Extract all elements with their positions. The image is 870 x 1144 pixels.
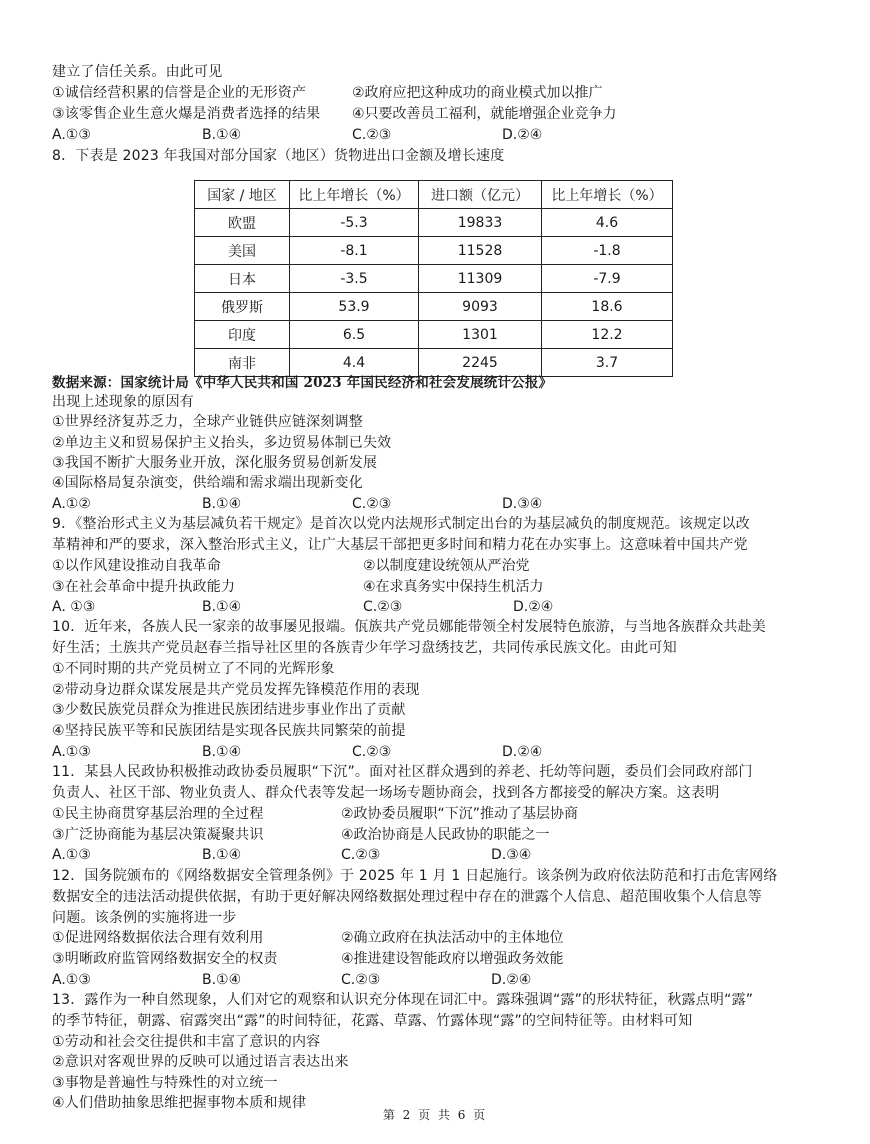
q11-option-d: D.③④	[491, 847, 532, 863]
q12-statement-4: ④推进建设智能政府以增强政务效能	[341, 951, 564, 967]
q12-option-a: A.①③	[52, 972, 91, 988]
q11-option-c: C.②③	[341, 847, 381, 863]
q11-option-b: B.①④	[202, 847, 242, 863]
table-cell: 4.4	[290, 349, 419, 377]
table-cell: 4.6	[542, 209, 673, 237]
table-cell: -7.9	[542, 265, 673, 293]
table-cell: 俄罗斯	[195, 293, 290, 321]
table-cell: 12.2	[542, 321, 673, 349]
q13-stem-line-1: 13．露作为一种自然现象，人们对它的观察和认识充分体现在词汇中。露珠强调“露”的形状特征，秋露点明“露”	[52, 992, 754, 1008]
q12-statement-1: ①促进网络数据依法合理有效利用	[52, 930, 264, 946]
q10-stem-line-2: 好生活；土族共产党员赵春兰指导社区里的各族青少年学习盘绣技艺，共同传承民族文化。由此可知	[52, 640, 677, 656]
table-cell: -5.3	[290, 209, 419, 237]
q7-statement-1: ①诚信经营积累的信誉是企业的无形资产	[52, 85, 307, 101]
q11-statement-3: ③广泛协商能为基层决策凝聚共识	[52, 827, 264, 843]
table-cell: -8.1	[290, 237, 419, 265]
q9-option-d: D.②④	[513, 599, 554, 615]
q12-stem-line-3: 问题。该条例的实施将进一步	[52, 910, 237, 926]
q13-statement-3: ③事物是普遍性与特殊性的对立统一	[52, 1075, 278, 1091]
table-cell: 3.7	[542, 349, 673, 377]
table-header: 比上年增长（%）	[542, 181, 673, 209]
q12-option-d: D.②④	[491, 972, 532, 988]
table-cell: 19833	[419, 209, 542, 237]
page-number: 第 2 页 共 6 页	[382, 1108, 488, 1122]
q12-option-c: C.②③	[341, 972, 381, 988]
q13-statement-4: ④人们借助抽象思维把握事物本质和规律	[52, 1095, 307, 1111]
q7-statement-4: ④只要改善员工福利，就能增强企业竞争力	[352, 106, 617, 122]
q11-statement-4: ④政治协商是人民政协的职能之一	[341, 827, 550, 843]
q12-stem-line-2: 数据安全的违法活动提供依据，有助于更好解决网络数据处理过程中存在的泄露个人信息、超范围收集个人信息等	[52, 889, 762, 905]
q8-option-a: A.①②	[52, 496, 91, 512]
q9-option-a: A. ①③	[52, 599, 96, 615]
table-cell: 印度	[195, 321, 290, 349]
table-cell: 53.9	[290, 293, 419, 321]
table-cell: 18.6	[542, 293, 673, 321]
table-row	[195, 321, 673, 349]
q8-option-b: B.①④	[202, 496, 242, 512]
q10-option-c: C.②③	[352, 744, 392, 760]
q8-statement-2: ②单边主义和贸易保护主义抬头，多边贸易体制已失效	[52, 435, 392, 451]
table-row	[195, 265, 673, 293]
q8-statement-4: ④国际格局复杂演变，供给端和需求端出现新变化	[52, 475, 363, 491]
table-cell: 6.5	[290, 321, 419, 349]
table-cell: 美国	[195, 237, 290, 265]
q9-statement-1: ①以作风建设推动自我革命	[52, 558, 221, 574]
table-cell: 11528	[419, 237, 542, 265]
trade-table	[194, 180, 673, 377]
q10-statement-1: ①不同时期的共产党员树立了不同的光辉形象	[52, 661, 335, 677]
q9-option-c: C.②③	[363, 599, 403, 615]
table-cell: 11309	[419, 265, 542, 293]
q7-option-d: D.②④	[502, 127, 543, 143]
table-cell: 1301	[419, 321, 542, 349]
data-source-note: 数据来源：国家统计局《中华人民共和国 2023 年国民经济和社会发展统计公报》	[52, 375, 553, 391]
q12-stem-line-1: 12．国务院颁布的《网络数据安全管理条例》于 2025 年 1 月 1 日起施行。该条例为政府依法防范和打击危害网络	[52, 868, 778, 884]
q10-statement-3: ③少数民族党员群众为推进民族团结进步事业作出了贡献	[52, 702, 406, 718]
q12-option-b: B.①④	[202, 972, 242, 988]
q11-statement-2: ②政协委员履职“下沉”推动了基层协商	[341, 806, 579, 822]
table-cell: -1.8	[542, 237, 673, 265]
table-cell: -3.5	[290, 265, 419, 293]
table-cell: 9093	[419, 293, 542, 321]
table-cell: 日本	[195, 265, 290, 293]
table-cell: 南非	[195, 349, 290, 377]
q9-statement-4: ④在求真务实中保持生机活力	[363, 579, 544, 595]
table-row	[195, 293, 673, 321]
q7-option-c: C.②③	[352, 127, 392, 143]
q7-option-a: A.①③	[52, 127, 91, 143]
q8-ask: 出现上述现象的原因有	[52, 394, 194, 410]
table-row	[195, 209, 673, 237]
q9-statement-2: ②以制度建设统领从严治党	[363, 558, 530, 574]
q7-statement-3: ③该零售企业生意火爆是消费者选择的结果	[52, 106, 321, 122]
q9-stem-line-1: 9．《整治形式主义为基层减负若干规定》是首次以党内法规形式制定出台的为基层减负的制度规范。该规定以改	[52, 516, 750, 532]
q10-option-b: B.①④	[202, 744, 242, 760]
q9-option-b: B.①④	[202, 599, 242, 615]
q8-option-d: D.③④	[502, 496, 543, 512]
table-header: 比上年增长（%）	[290, 181, 419, 209]
q10-statement-2: ②带动身边群众谋发展是共产党员发挥先锋模范作用的表现	[52, 682, 420, 698]
q12-statement-2: ②确立政府在执法活动中的主体地位	[341, 930, 564, 946]
table-header-row	[195, 181, 673, 209]
q11-option-a: A.①③	[52, 847, 91, 863]
table-header: 进口额（亿元）	[419, 181, 542, 209]
q10-statement-4: ④坚持民族平等和民族团结是实现各民族共同繁荣的前提	[52, 723, 406, 739]
q7-stem-tail: 建立了信任关系。由此可见	[52, 64, 223, 80]
q8-statement-3: ③我国不断扩大服务业开放，深化服务贸易创新发展	[52, 455, 378, 471]
q9-statement-3: ③在社会革命中提升执政能力	[52, 579, 236, 595]
q13-statement-2: ②意识对客观世界的反映可以通过语言表达出来	[52, 1054, 349, 1070]
q8-statement-1: ①世界经济复苏乏力，全球产业链供应链深刻调整	[52, 414, 363, 430]
q13-stem-line-2: 的季节特征，朝露、宿露突出“露”的时间特征，花露、草露、竹露体现“露”的空间特征等。由材料可知	[52, 1013, 693, 1029]
q11-stem-line-2: 负责人、社区干部、物业负责人、群众代表等发起一场场专题协商会，找到各方都接受的解决方案。这表明	[52, 785, 720, 801]
q8-option-c: C.②③	[352, 496, 392, 512]
q8-stem: 8．下表是 2023 年我国对部分国家（地区）货物进出口金额及增长速度	[52, 148, 505, 164]
q9-stem-line-2: 革精神和严的要求，深入整治形式主义，让广大基层干部把更多时间和精力花在办实事上。这意味着中国共产党	[52, 537, 748, 553]
table-cell: 欧盟	[195, 209, 290, 237]
q12-statement-3: ③明晰政府监管网络数据安全的权责	[52, 951, 278, 967]
q13-statement-1: ①劳动和社会交往提供和丰富了意识的内容	[52, 1034, 321, 1050]
table-header: 国家 / 地区	[195, 181, 290, 209]
q10-stem-line-1: 10．近年来，各族人民一家亲的故事屡见报端。佤族共产党员娜能带领全村发展特色旅游，与当地各族群众共赴美	[52, 619, 767, 635]
q11-stem-line-1: 11．某县人民政协积极推动政协委员履职“下沉”。面对社区群众遇到的养老、托幼等问题，委员们会同政府部门	[52, 764, 753, 780]
q11-statement-1: ①民主协商贯穿基层治理的全过程	[52, 806, 264, 822]
table-row	[195, 237, 673, 265]
q7-statement-2: ②政府应把这种成功的商业模式加以推广	[352, 85, 603, 101]
table-cell: 2245	[419, 349, 542, 377]
q10-option-d: D.②④	[502, 744, 543, 760]
q7-option-b: B.①④	[202, 127, 242, 143]
q10-option-a: A.①③	[52, 744, 91, 760]
